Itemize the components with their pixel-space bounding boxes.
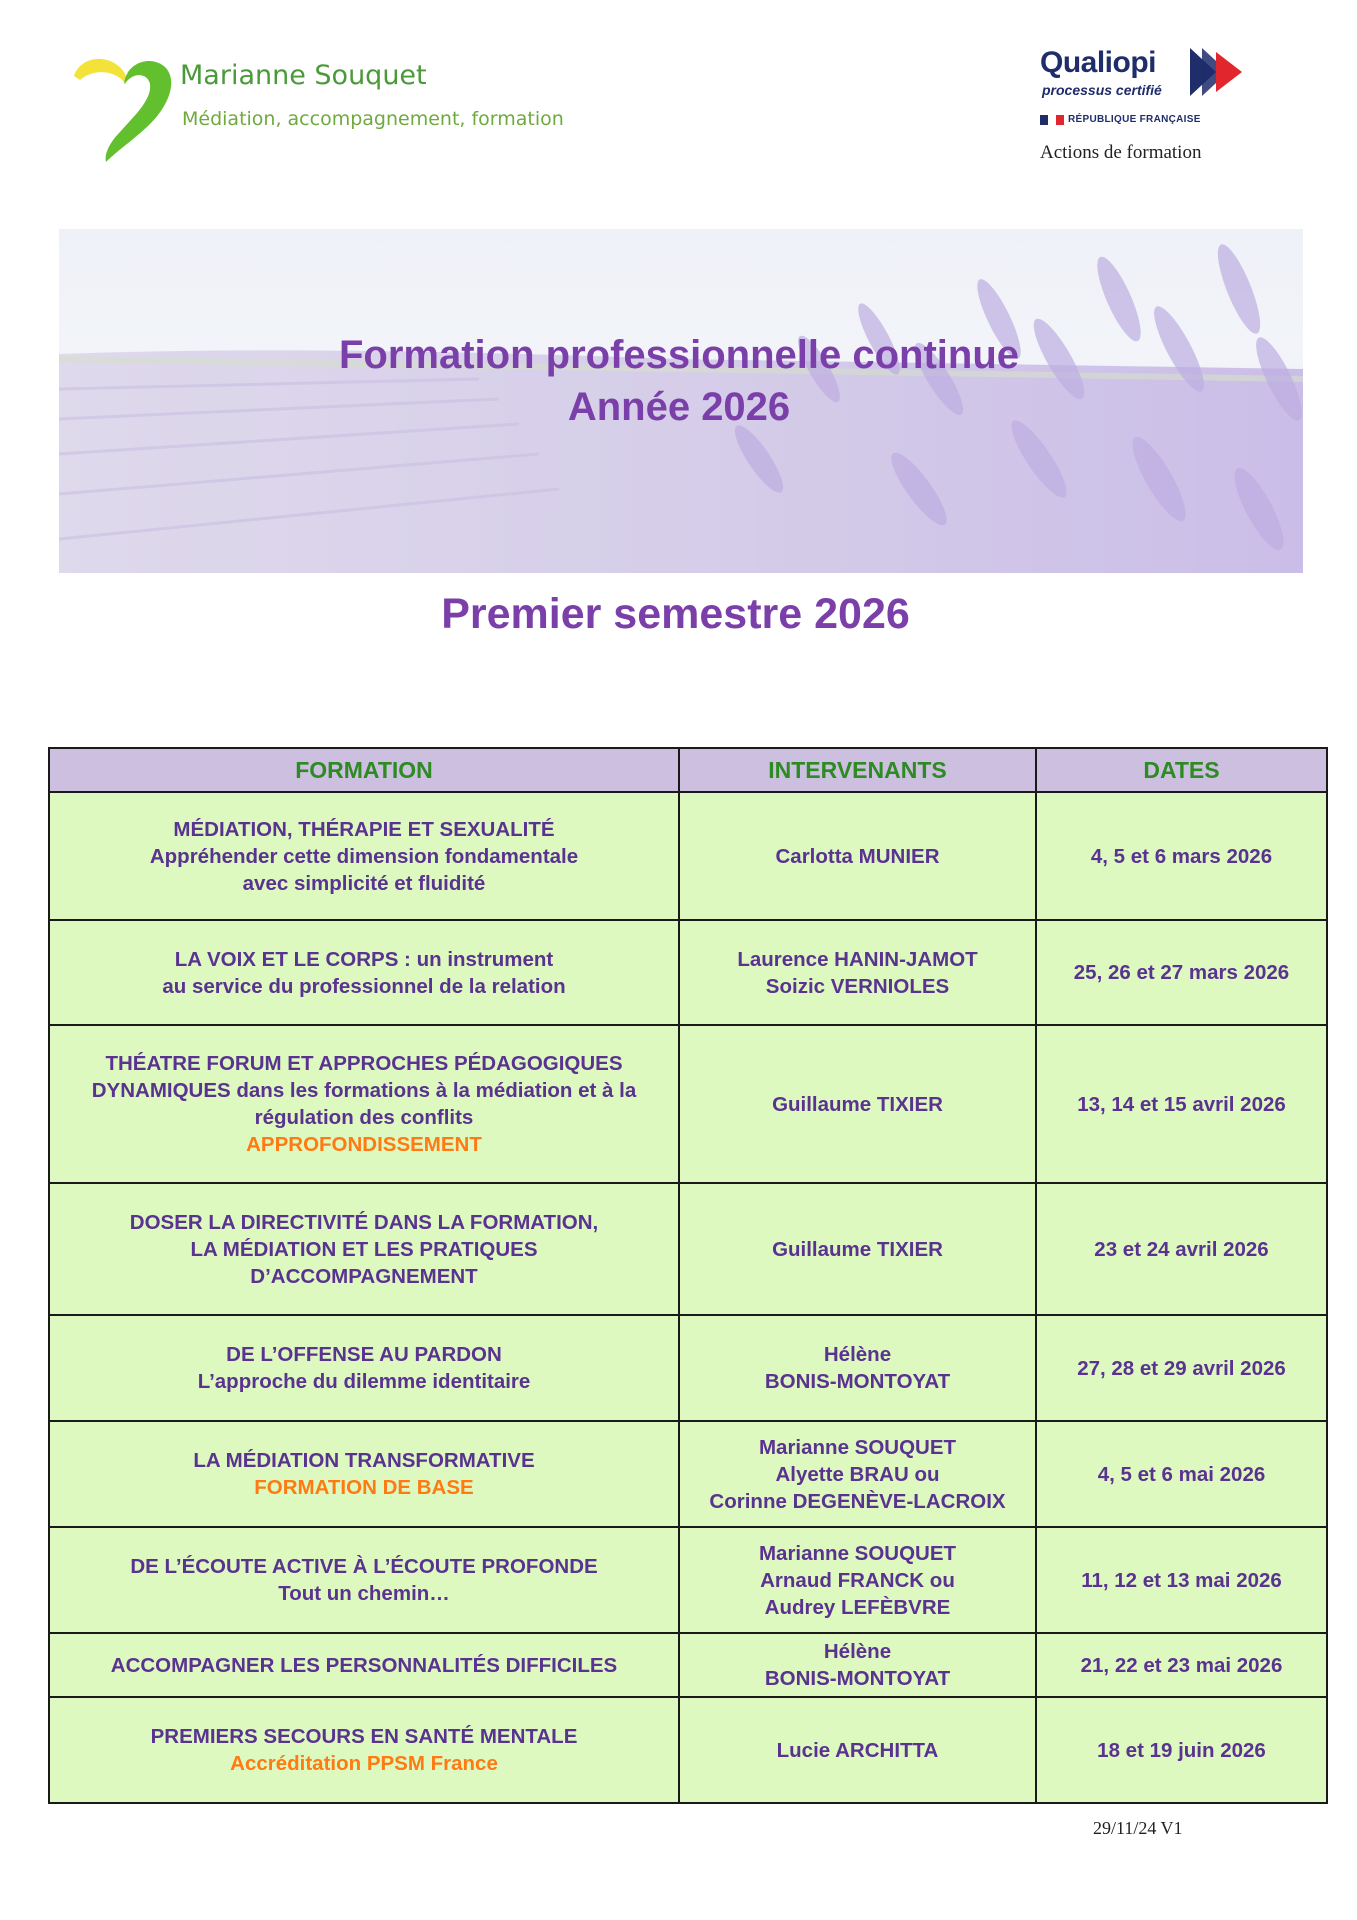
formation-line: LA MÉDIATION ET LES PRATIQUES (190, 1237, 538, 1261)
formation-title: LA VOIX ET LE CORPS : un instrument (174, 947, 554, 971)
header-dates: DATES (1036, 748, 1327, 792)
banner-title-line1: Formation professionnelle continue (338, 333, 1020, 377)
intervenants-cell (679, 1421, 1036, 1527)
formation-title: DE L’OFFENSE AU PARDON (226, 1343, 502, 1366)
dates-cell: 13, 14 et 15 avril 2026 (1036, 1025, 1327, 1183)
banner (59, 229, 1303, 573)
table-row (49, 1315, 1327, 1421)
formation-title: THÉATRE FORUM ET APPROCHES PÉDAGOGIQUES (105, 1052, 623, 1075)
dates-cell: 4, 5 et 6 mai 2026 (1036, 1421, 1327, 1527)
formation-cell (49, 1315, 679, 1421)
qualiopi-subtitle: processus certifié (1042, 82, 1162, 98)
formation-line: Appréhender cette dimension fondamentale (149, 844, 579, 868)
formation-level-note: Accréditation PPSM France (230, 1752, 498, 1775)
intervenants-cell (679, 1025, 1036, 1183)
intervenant-name: Hélène (823, 1343, 892, 1366)
dates-cell: 23 et 24 avril 2026 (1036, 1183, 1327, 1315)
table-row (49, 1025, 1327, 1183)
schedule-table (48, 747, 1328, 1804)
certification-category: Actions de formation (1040, 142, 1202, 163)
qualiopi-arrows-icon (1190, 48, 1248, 96)
intervenants-cell (679, 792, 1036, 920)
table-row (49, 1183, 1327, 1315)
dates-cell: 21, 22 et 23 mai 2026 (1036, 1633, 1327, 1697)
formation-level-note: APPROFONDISSEMENT (246, 1133, 482, 1156)
formation-line: au service du professionnel de la relation (162, 974, 566, 998)
intervenants-cell (679, 1183, 1036, 1315)
intervenants-cell (679, 1315, 1036, 1421)
formation-line: D’ACCOMPAGNEMENT (250, 1264, 478, 1288)
formation-level-note: FORMATION DE BASE (254, 1476, 474, 1499)
french-flag-icon (1040, 115, 1064, 125)
formation-cell (49, 1421, 679, 1527)
intervenant-name: Corinne DEGENÈVE-LACROIX (709, 1489, 1006, 1513)
dates-cell: 18 et 19 juin 2026 (1036, 1697, 1327, 1803)
formation-title: PREMIERS SECOURS EN SANTÉ MENTALE (150, 1725, 578, 1748)
intervenant-name: Soizic VERNIOLES (765, 974, 950, 998)
intervenants-cell (679, 1697, 1036, 1803)
intervenant-name: Marianne SOUQUET (758, 1435, 957, 1459)
qualiopi-certification (1040, 46, 1270, 176)
table-row (49, 792, 1327, 920)
formation-title: ACCOMPAGNER LES PERSONNALITÉS DIFFICILES (110, 1653, 618, 1677)
header-formation: FORMATION (49, 748, 679, 792)
document-version: 29/11/24 V1 (1093, 1818, 1183, 1838)
header-intervenants: INTERVENANTS (679, 748, 1036, 792)
intervenant-name: BONIS-MONTOYAT (764, 1667, 951, 1690)
intervenant-name: Alyette BRAU ou (775, 1462, 940, 1486)
formation-cell (49, 1025, 679, 1183)
qualiopi-republic: RÉPUBLIQUE FRANÇAISE (1068, 114, 1201, 125)
logo (66, 50, 586, 170)
qualiopi-brand: Qualiopi (1040, 46, 1156, 79)
semester-heading (0, 590, 1357, 639)
dates-cell: 11, 12 et 13 mai 2026 (1036, 1527, 1327, 1633)
formation-cell (49, 1697, 679, 1803)
table-row (49, 1527, 1327, 1633)
formation-title: MÉDIATION, THÉRAPIE ET SEXUALITÉ (173, 817, 555, 841)
formation-title: DE L’ÉCOUTE ACTIVE À L’ÉCOUTE PROFONDE (130, 1555, 598, 1578)
logo-tagline: Médiation, accompagnement, formation (182, 108, 564, 130)
banner-title (59, 329, 1299, 433)
heart-logo-icon (66, 50, 176, 170)
intervenants-cell (679, 1633, 1036, 1697)
intervenants-cell (679, 1527, 1036, 1633)
formation-cell (49, 1633, 679, 1697)
formation-line: Tout un chemin… (278, 1582, 450, 1605)
intervenant-name: Arnaud FRANCK ou (760, 1568, 955, 1592)
table-row (49, 1421, 1327, 1527)
table-row (49, 1633, 1327, 1697)
banner-title-line2: Année 2026 (567, 385, 791, 429)
semester-title: Premier semestre 2026 (441, 590, 910, 638)
intervenants-cell (679, 920, 1036, 1025)
intervenant-name: Lucie ARCHITTA (776, 1738, 939, 1762)
formation-line: L’approche du dilemme identitaire (197, 1370, 531, 1393)
intervenant-name: Guillaume TIXIER (772, 1092, 943, 1116)
formation-cell (49, 792, 679, 920)
table-header-row (49, 748, 1327, 792)
formation-title: LA MÉDIATION TRANSFORMATIVE (193, 1449, 535, 1472)
logo-name: Marianne Souquet (180, 60, 427, 91)
intervenant-name: Hélène (823, 1640, 892, 1663)
intervenant-name: Marianne SOUQUET (758, 1541, 957, 1565)
formation-cell (49, 1527, 679, 1633)
formation-cell (49, 1183, 679, 1315)
intervenant-name: Guillaume TIXIER (772, 1237, 943, 1261)
table-row (49, 1697, 1327, 1803)
formation-line: DYNAMIQUES dans les formations à la médiation et à la (91, 1079, 637, 1102)
intervenant-name: BONIS-MONTOYAT (764, 1370, 951, 1393)
formation-title: DOSER LA DIRECTIVITÉ DANS LA FORMATION, (129, 1210, 599, 1234)
intervenant-name: Carlotta MUNIER (775, 844, 940, 868)
table-row (49, 920, 1327, 1025)
formation-line: régulation des conflits (254, 1106, 474, 1129)
dates-cell: 25, 26 et 27 mars 2026 (1036, 920, 1327, 1025)
dates-cell: 4, 5 et 6 mars 2026 (1036, 792, 1327, 920)
formation-line: avec simplicité et fluidité (242, 871, 486, 895)
intervenant-name: Audrey LEFÈBVRE (764, 1595, 951, 1619)
intervenant-name: Laurence HANIN-JAMOT (737, 947, 978, 971)
dates-cell: 27, 28 et 29 avril 2026 (1036, 1315, 1327, 1421)
formation-cell (49, 920, 679, 1025)
